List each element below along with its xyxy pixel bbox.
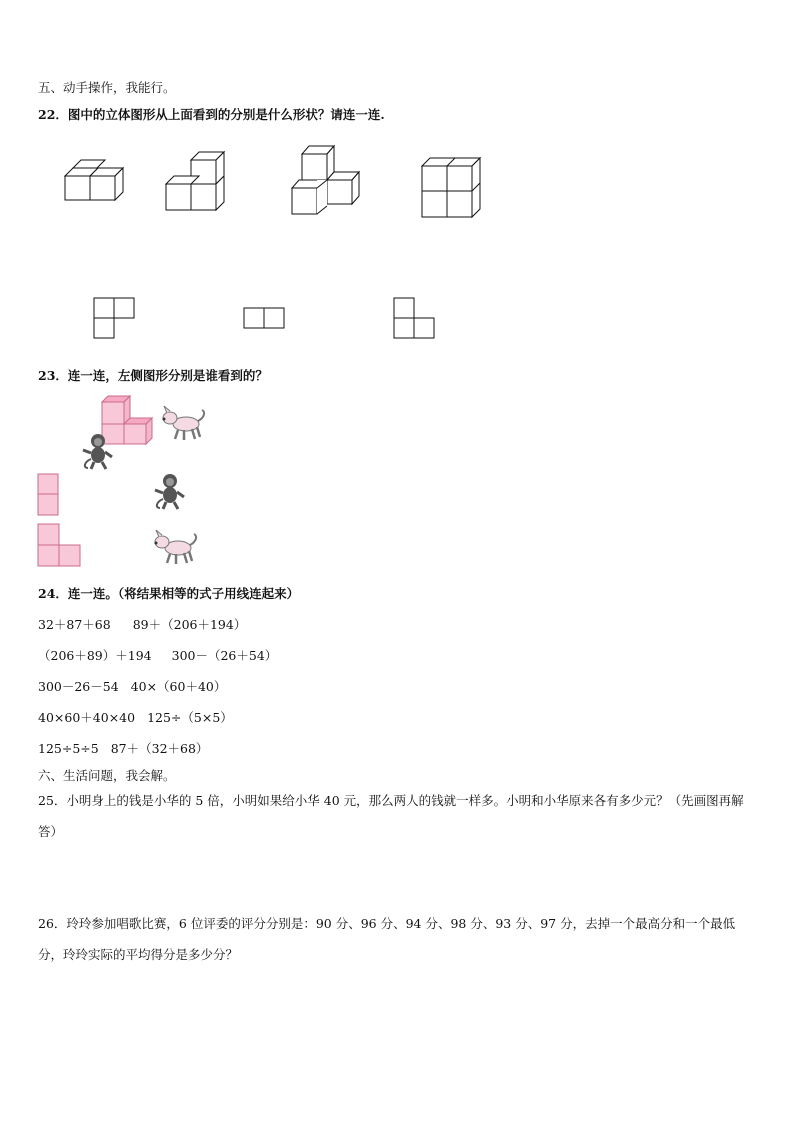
monkey-icon [80, 432, 116, 470]
expression-right: 87＋（32＋68） [110, 741, 209, 756]
solid-figure-3 [292, 146, 364, 216]
question-22: 22．图中的立体图形从上面看到的分别是什么形状？请连一连. [38, 107, 385, 122]
top-view-3 [394, 298, 438, 340]
top-view-2 [244, 308, 288, 330]
question-25: 25．小明身上的钱是小华的 5 倍，小明如果给小华 40 元，那么两人的钱就一样多。小明和小华原来各有多少元？（先画图再解答） [38, 793, 744, 839]
solid-figure-2 [166, 152, 228, 214]
solid-figure-4 [422, 158, 484, 220]
expression-row [38, 739, 208, 757]
expression-row [38, 615, 246, 633]
question-24: 24．连一连。（将结果相等的式子用线连起来） [38, 586, 300, 601]
expression-left: 300－26－54 [38, 679, 119, 694]
expression-right: 125÷（5×5） [147, 710, 233, 725]
section-heading-6: 六、生活问题，我会解。 [38, 768, 176, 783]
dog-icon [152, 530, 200, 566]
pink-view-1 [38, 474, 62, 518]
expression-left: （206＋89）＋194 [38, 648, 152, 663]
expression-left: 32＋87＋68 [38, 617, 111, 632]
pink-view-2 [38, 524, 84, 568]
expression-left: 40×60＋40×40 [38, 710, 136, 725]
solid-figure-1 [65, 166, 125, 211]
expression-right: 89＋（206＋194） [132, 617, 247, 632]
expression-right: 300－（26＋54） [171, 648, 278, 663]
section-heading-5: 五、动手操作，我能行。 [38, 80, 176, 95]
expression-row [38, 677, 226, 695]
question-26: 26．玲玲参加唱歌比赛，6 位评委的评分分别是：90 分、96 分、94 分、98 分、93 分、97 分，去掉一个最高分和一个最低分，玲玲实际的平均得分是多少分？ [38, 916, 736, 962]
monkey-icon [152, 472, 188, 510]
expression-right: 40×（60＋40） [130, 679, 227, 694]
expression-row [38, 708, 233, 726]
expression-row [38, 646, 277, 664]
expression-left: 125÷5÷5 [38, 741, 99, 756]
top-view-1 [94, 298, 138, 340]
dog-icon [160, 406, 208, 442]
question-23: 23．连一连，左侧图形分别是谁看到的？ [38, 368, 268, 383]
